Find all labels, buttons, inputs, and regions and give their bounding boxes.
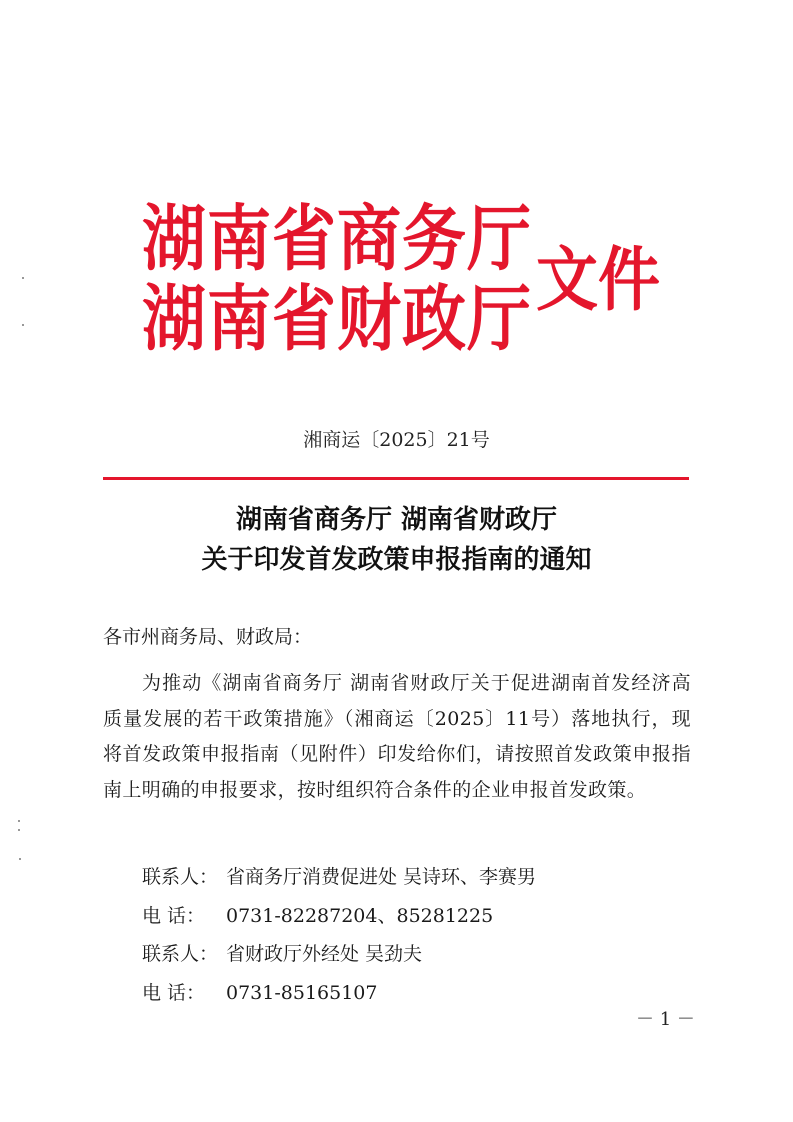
red-divider-line [103,477,689,480]
contact-row [142,858,536,897]
issuing-org-commerce: 湖南省商务厅 [142,198,532,282]
scan-mark [18,820,20,822]
contact-value: 0731-82287204、85281225 [226,904,494,927]
salutation: 各市州商务局、财政局： [103,626,313,648]
contact-list [142,858,536,1012]
scan-mark [22,324,24,326]
contact-value: 省财政厅外经处 吴劲夫 [226,943,423,965]
document-title [0,500,793,580]
body-paragraph: 为推动《湖南省商务厅 湖南省财政厅关于促进湖南首发经济高质量发展的若干政策措施》（湘商运〔2025〕11号）落地执行，现将首发政策申报指南（见附件）印发给你们，请按照首发政策申报指南上明确的申报要求，按时组织符合条件的企业申报首发政策。 [103,672,691,801]
page-number: － 1 － [636,1009,695,1030]
issuing-organizations [142,198,532,362]
contact-label: 电 话： [142,981,206,1004]
contact-value: 省商务厅消费促进处 吴诗环、李赛男 [226,866,537,888]
title-line-2: 关于印发首发政策申报指南的通知 [201,545,592,575]
contact-value: 0731-85165107 [226,981,378,1004]
title-line-1: 湖南省商务厅 湖南省财政厅 [235,505,558,535]
scan-mark [19,858,21,860]
contact-label: 电 话： [142,904,206,927]
contact-row [142,974,536,1013]
contact-label: 联系人： [142,866,219,888]
contact-label: 联系人： [142,943,219,965]
document-type-label: 文件 [536,238,661,321]
contact-row [142,897,536,936]
document-number: 湘商运〔2025〕21号 [303,429,490,451]
contact-row [142,935,536,974]
issuing-org-finance: 湖南省财政厅 [142,278,532,362]
scan-mark [18,829,20,831]
scan-mark [22,277,24,279]
